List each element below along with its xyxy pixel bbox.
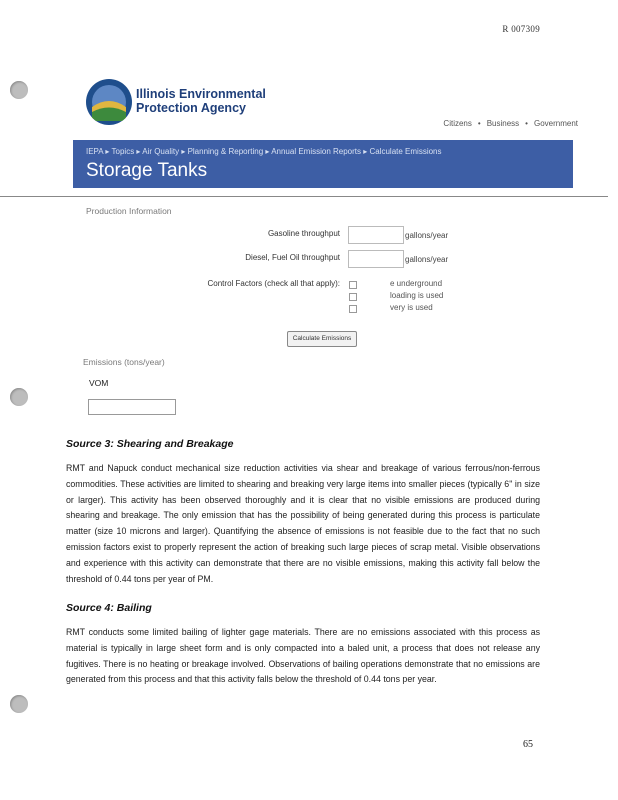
control-factor-checkbox-1[interactable] — [349, 281, 357, 289]
agency-name-line1: Illinois Environmental — [136, 87, 266, 101]
control-factor-checkbox-3[interactable] — [349, 305, 357, 313]
emissions-label: Emissions (tons/year) — [83, 357, 165, 367]
calculate-emissions-button[interactable]: Calculate Emissions — [287, 331, 357, 347]
control-factors-label: Control Factors (check all that apply): — [207, 279, 340, 288]
nav-separator: • — [525, 119, 528, 128]
diesel-throughput-input[interactable] — [348, 250, 404, 268]
agency-logo[interactable] — [86, 79, 132, 125]
nav-link-business[interactable]: Business — [486, 119, 520, 128]
agency-name[interactable] — [136, 87, 266, 115]
gasoline-unit: gallons/year — [405, 231, 449, 240]
breadcrumb[interactable]: IEPA ▸ Topics ▸ Air Quality ▸ Planning & Reporting ▸ Annual Emission Reports ▸ Calculate Emissions — [86, 147, 442, 156]
bates-number: R 007309 — [502, 24, 540, 34]
production-information-label: Production Information — [86, 206, 172, 216]
source3-heading: Source 3: Shearing and Breakage — [66, 438, 234, 450]
control-factor-option-2: loading is used — [390, 291, 444, 300]
nav-link-citizens[interactable]: Citizens — [443, 119, 472, 128]
punch-hole-middle — [10, 388, 28, 406]
nav-separator: • — [477, 119, 481, 128]
punch-hole-top — [10, 81, 28, 99]
gasoline-throughput-input[interactable] — [348, 226, 404, 244]
agency-seal-icon — [86, 79, 132, 125]
diesel-unit: gallons/year — [405, 255, 449, 264]
top-navigation — [400, 119, 578, 128]
gasoline-throughput-label: Gasoline throughput — [267, 229, 340, 238]
diesel-throughput-label: Diesel, Fuel Oil throughput — [245, 253, 340, 262]
source4-heading: Source 4: Bailing — [66, 602, 152, 614]
source3-paragraph: RMT and Napuck conduct mechanical size reduction activities via shear and breakage of various ferrous/non-ferrous commodities. These activities are limited to shearing and breaking very large items into smaller pieces (typically 6" in size or larger). This activity has been observed thoroughly and it is clear that no visible emissions are produced during shearing and breakage. The only emission that has the possibility of being generated during this process is particulate matter (size 10 microns and larger). Quantifying the absence of emissions is not feasible due to the fact that no such emission factors exist to properly represent the action of breaking such large pieces of scrap metal. Visible observations and experience with this activity can demonstrate that there are no visible emissions, making this activity fall below the threshold of 0.44 tons per year of PM. — [66, 463, 540, 584]
control-factor-option-1: e underground — [390, 279, 443, 288]
page-title: Storage Tanks — [86, 160, 208, 181]
vom-label: VOM — [89, 378, 109, 388]
control-factor-option-3: very is used — [390, 303, 433, 312]
source4-paragraph: RMT conducts some limited bailing of lighter gage materials. There are no emissions associated with this process as material is typically in large sheet form and is only compacted into a baled unit, a process that does not release any fugitives. There is no heating or breakage involved. Observations of bailing operations demonstrate that no emissions are generated from this process and that this activity falls below the threshold of 0.44 tons per year. — [66, 627, 540, 685]
divider — [0, 196, 608, 197]
agency-name-line2: Protection Agency — [136, 101, 246, 115]
nav-link-government[interactable]: Government — [533, 119, 578, 128]
page-number: 65 — [523, 739, 533, 750]
vom-output-field — [88, 399, 176, 415]
punch-hole-bottom — [10, 695, 28, 713]
control-factor-checkbox-2[interactable] — [349, 293, 357, 301]
